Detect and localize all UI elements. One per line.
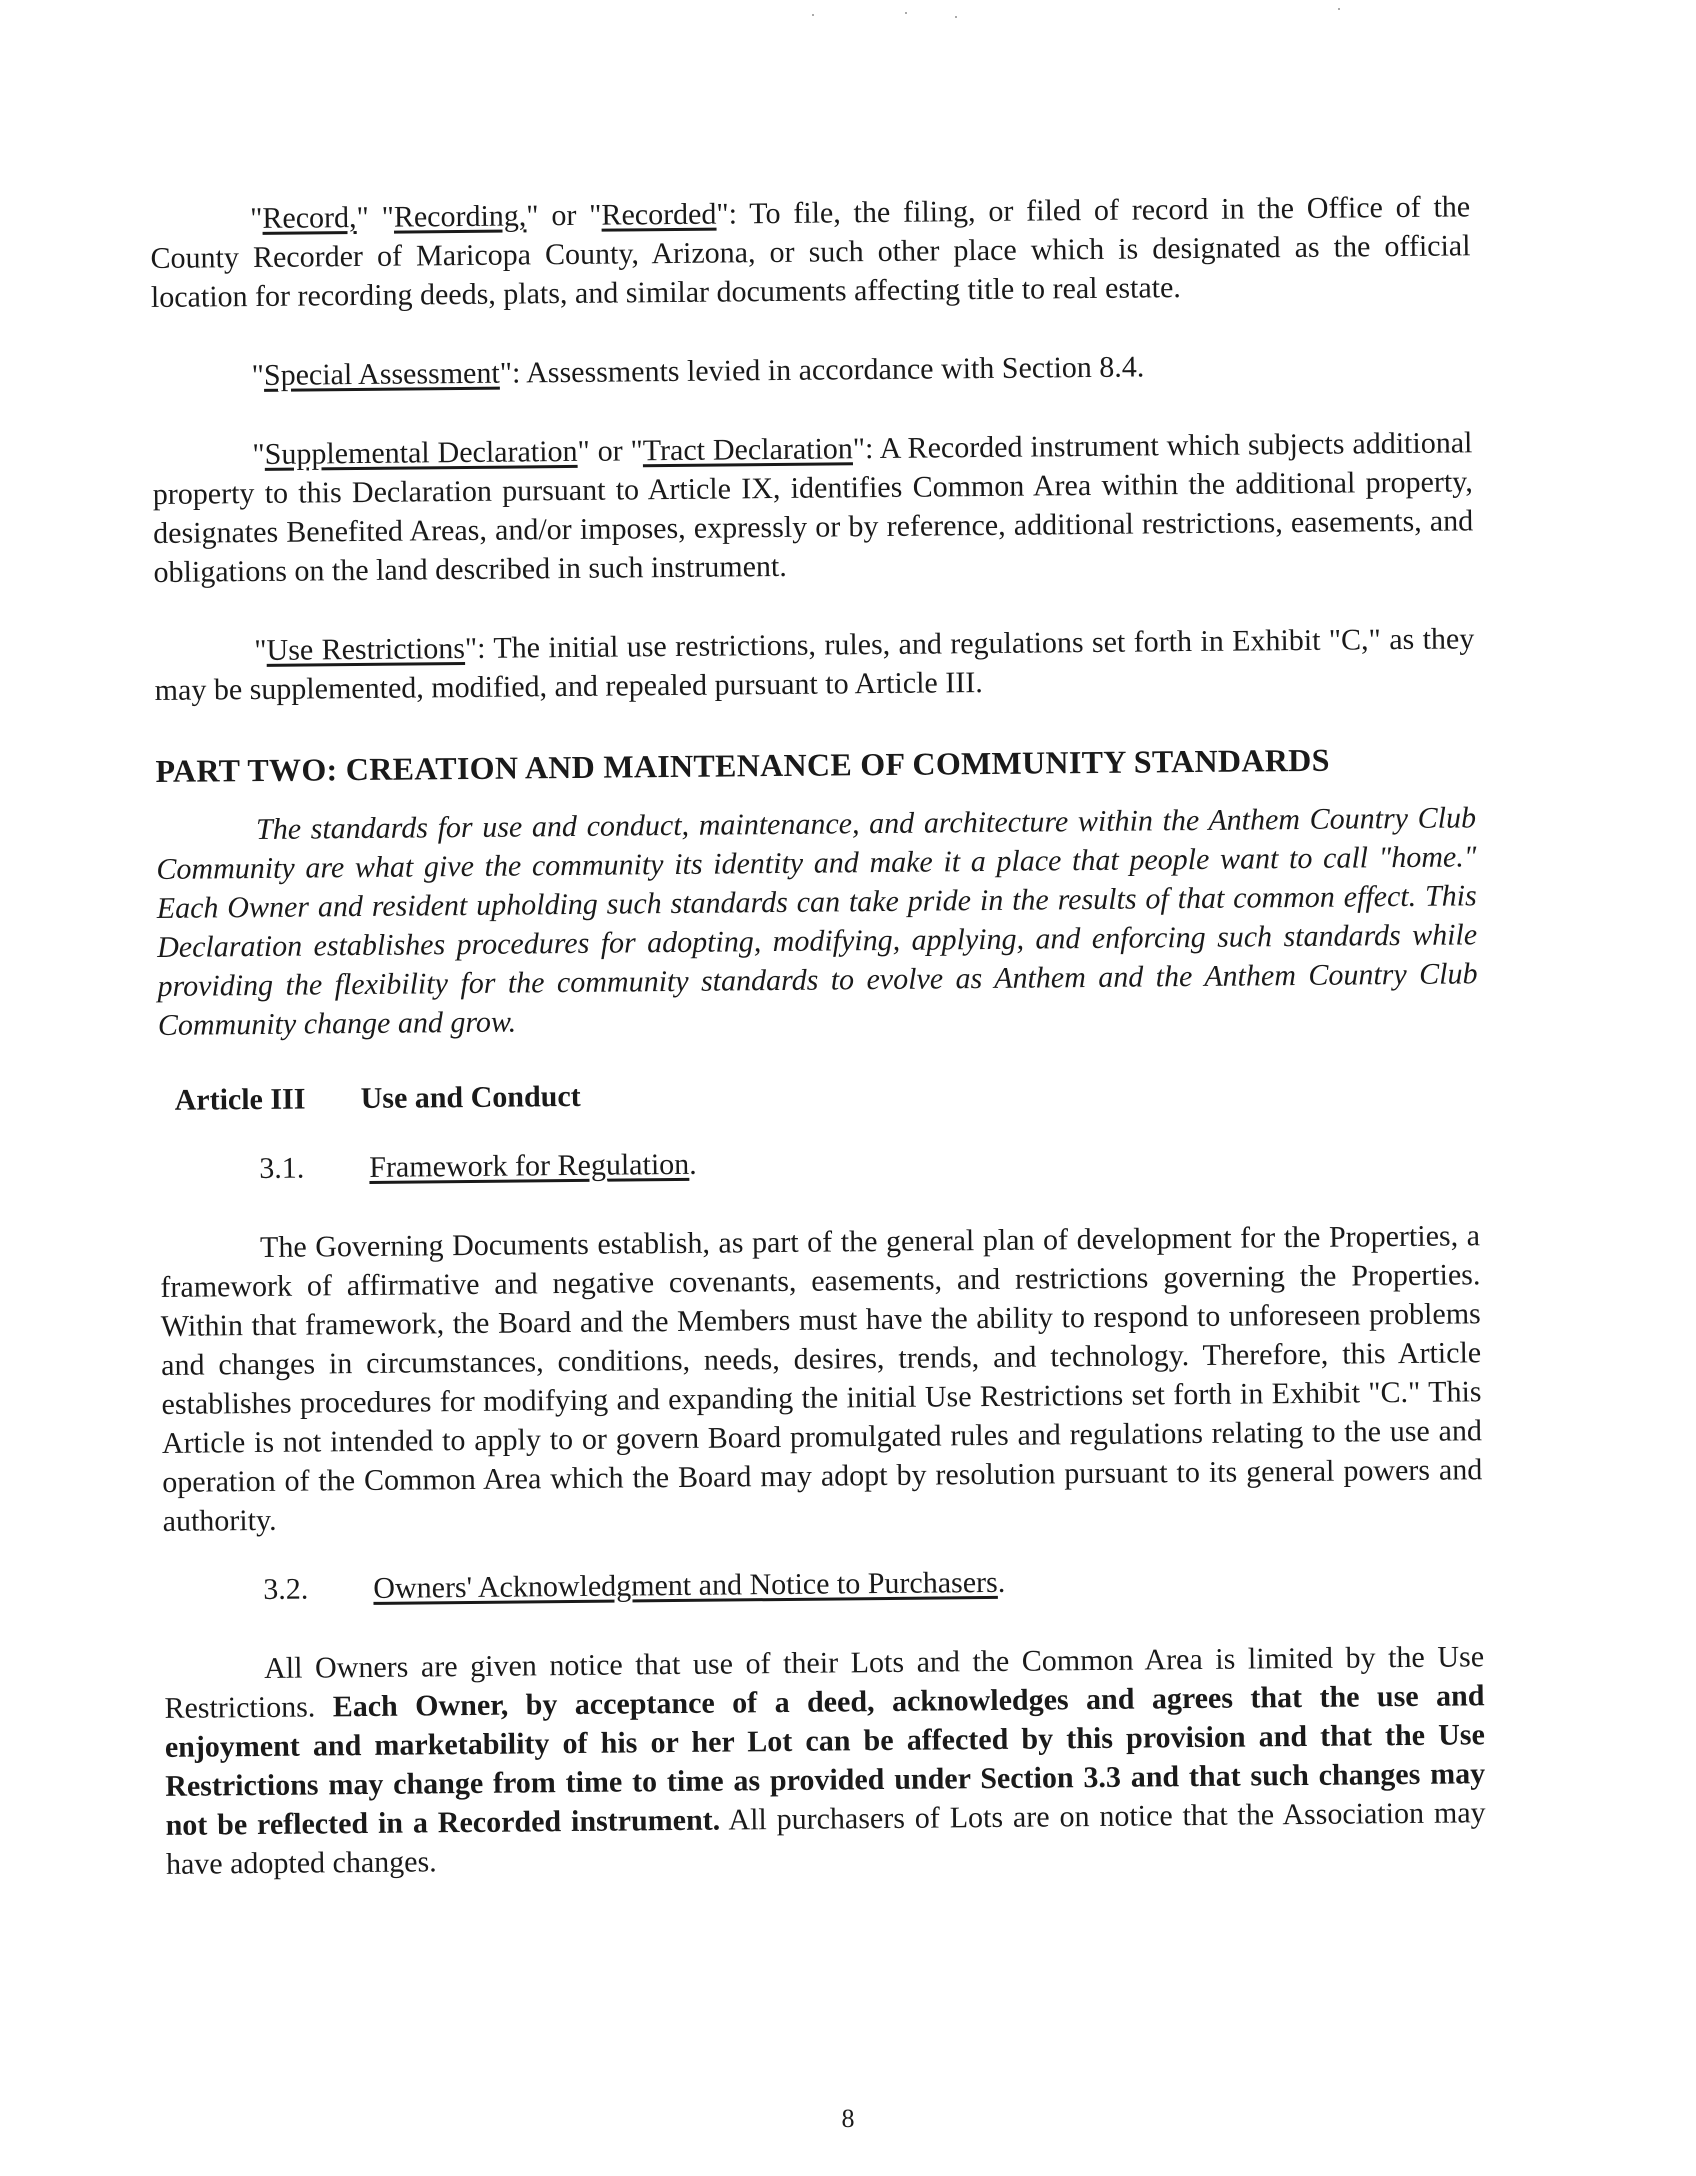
definition-text: ": A Recorded instrument which subjects additional property to this Declaration pursuant to Article IX, identifies Common Area within the additional property, designates Benefited Areas, and/or imposes, expressly or by reference, additional restrictions, easements, and obligations on the land described in such instrument. (152, 426, 1474, 589)
section-heading-3-1 (259, 1137, 1479, 1188)
term-recording: Recording, (393, 199, 527, 234)
section-number: 3.1. (259, 1151, 305, 1185)
definition-text: ": Assessments levied in accordance with Section 8.4. (499, 350, 1145, 390)
scan-speck (812, 14, 814, 16)
section-body-3-1: The Governing Documents establish, as part of the general plan of development for the Properties, a framework of affirmative and negative covenants, easements, and restrictions governing the Properties. Within that framework, the Board and the Members must have the ability to respond to unforeseen problems and changes in circumstances, conditions, needs, desires, trends, and technology. Therefore, this Article establishes procedures for modifying and expanding the initial Use Restrictions set forth in Exhibit "C." This Article is not intended to apply to or govern Board promulgated rules and regulations relating to the use and operation of the Common Area which the Board may adopt by resolution pursuant to its general powers and authority. (160, 1219, 1483, 1538)
definition-special-assessment: "Special Assessment": Assessments levied in accordance with Section 8.4. (251, 350, 1145, 393)
body-text: All Owners are given notice that use of their Lots and the Common Area is limited by the Use Restrictions. (164, 1640, 1485, 1725)
term-special-assessment: Special Assessment (263, 356, 500, 392)
document-page (150, 187, 1486, 1884)
term-use-restrictions: Use Restrictions (266, 631, 466, 667)
definition-separator: " " (356, 200, 395, 235)
definition-text: ": To file, the filing, or filed of record in the Office of the County Recorder of Maricopa County, Arizona, or such other place which is designated as the official location for recording deeds, plats, and similar documents affecting title to real estate. (150, 190, 1471, 314)
article-title: Use and Conduct (360, 1079, 581, 1116)
definition-separator: " or " (577, 434, 643, 468)
body-bold-notice: Each Owner, by acceptance of a deed, acknowledges and agrees that the use and enjoyment and marketability of his or her Lot can be affected by this provision and that the Use Restrictions may change from time to time as provided under Section 3.3 and that such changes may not be reflected in a Recorded instrument. (164, 1679, 1486, 1842)
term-supplemental-declaration: Supplemental Declaration (264, 434, 578, 471)
term-record: Record, (262, 201, 357, 235)
definition-text: ": The initial use restrictions, rules, and regulations set forth in Exhibit "C," as they may be supplemented, modified, and repealed pursuant to Article III. (154, 622, 1475, 707)
section-title: Framework for Regulation (369, 1147, 690, 1184)
page-number: 8 (841, 2104, 855, 2133)
scan-speck (905, 12, 907, 14)
definition-supplemental-declaration: "Supplemental Declaration" or "Tract Declaration": A Recorded instrument which subjects additional property to this Declaration pursuant to Article IX, identifies Common Area within the additional property, designates Benefited Areas, and/or imposes, expressly or by reference, additional restrictions, easements, and obligations on the land described in such instrument. (152, 426, 1474, 589)
definition-separator: " or " (526, 198, 602, 233)
section-title-period: . (689, 1147, 697, 1181)
section-body-3-2 (164, 1637, 1486, 1884)
term-tract-declaration: Tract Declaration (642, 432, 854, 468)
scan-speck (1338, 8, 1340, 10)
definition-record: "Record," "Recording," or "Recorded": To file, the filing, or filed of record in the Office of the County Recorder of Maricopa County, Arizona, or such other place which is designated as the official location for recording deeds, plats, and similar documents affecting title to real estate. (150, 190, 1471, 314)
term-recorded: Recorded (601, 197, 717, 232)
article-heading (174, 1068, 1478, 1120)
body-text: All purchasers of Lots are on notice that the Association may have adopted changes. (165, 1796, 1486, 1881)
part-two-intro: The standards for use and conduct, maintenance, and architecture within the Anthem Country Club Community are what give the community its identity and make it a place that people want to call "home." Each Owner and resident upholding such standards can take pride in the results of that common effect. This Declaration establishes procedures for adopting, modifying, applying, and enforcing such standards while providing the flexibility for the community standards to evolve as Anthem and the Anthem Country Club Community change and grow. (156, 801, 1478, 1042)
section-title: Owners' Acknowledgment and Notice to Purchasers (373, 1565, 998, 1605)
article-number: Article III (174, 1082, 306, 1117)
section-number: 3.2. (263, 1572, 309, 1606)
section-title-period: . (997, 1565, 1006, 1599)
section-heading-3-2 (263, 1558, 1483, 1609)
definition-use-restrictions: "Use Restrictions": The initial use restrictions, rules, and regulations set forth in Exhibit "C," as they may be supplemented, modified, and repealed pursuant to Article III. (154, 622, 1475, 707)
part-two-heading: PART TWO: CREATION AND MAINTENANCE OF COMMUNITY STANDARDS (155, 741, 1330, 789)
scan-speck (955, 16, 957, 18)
